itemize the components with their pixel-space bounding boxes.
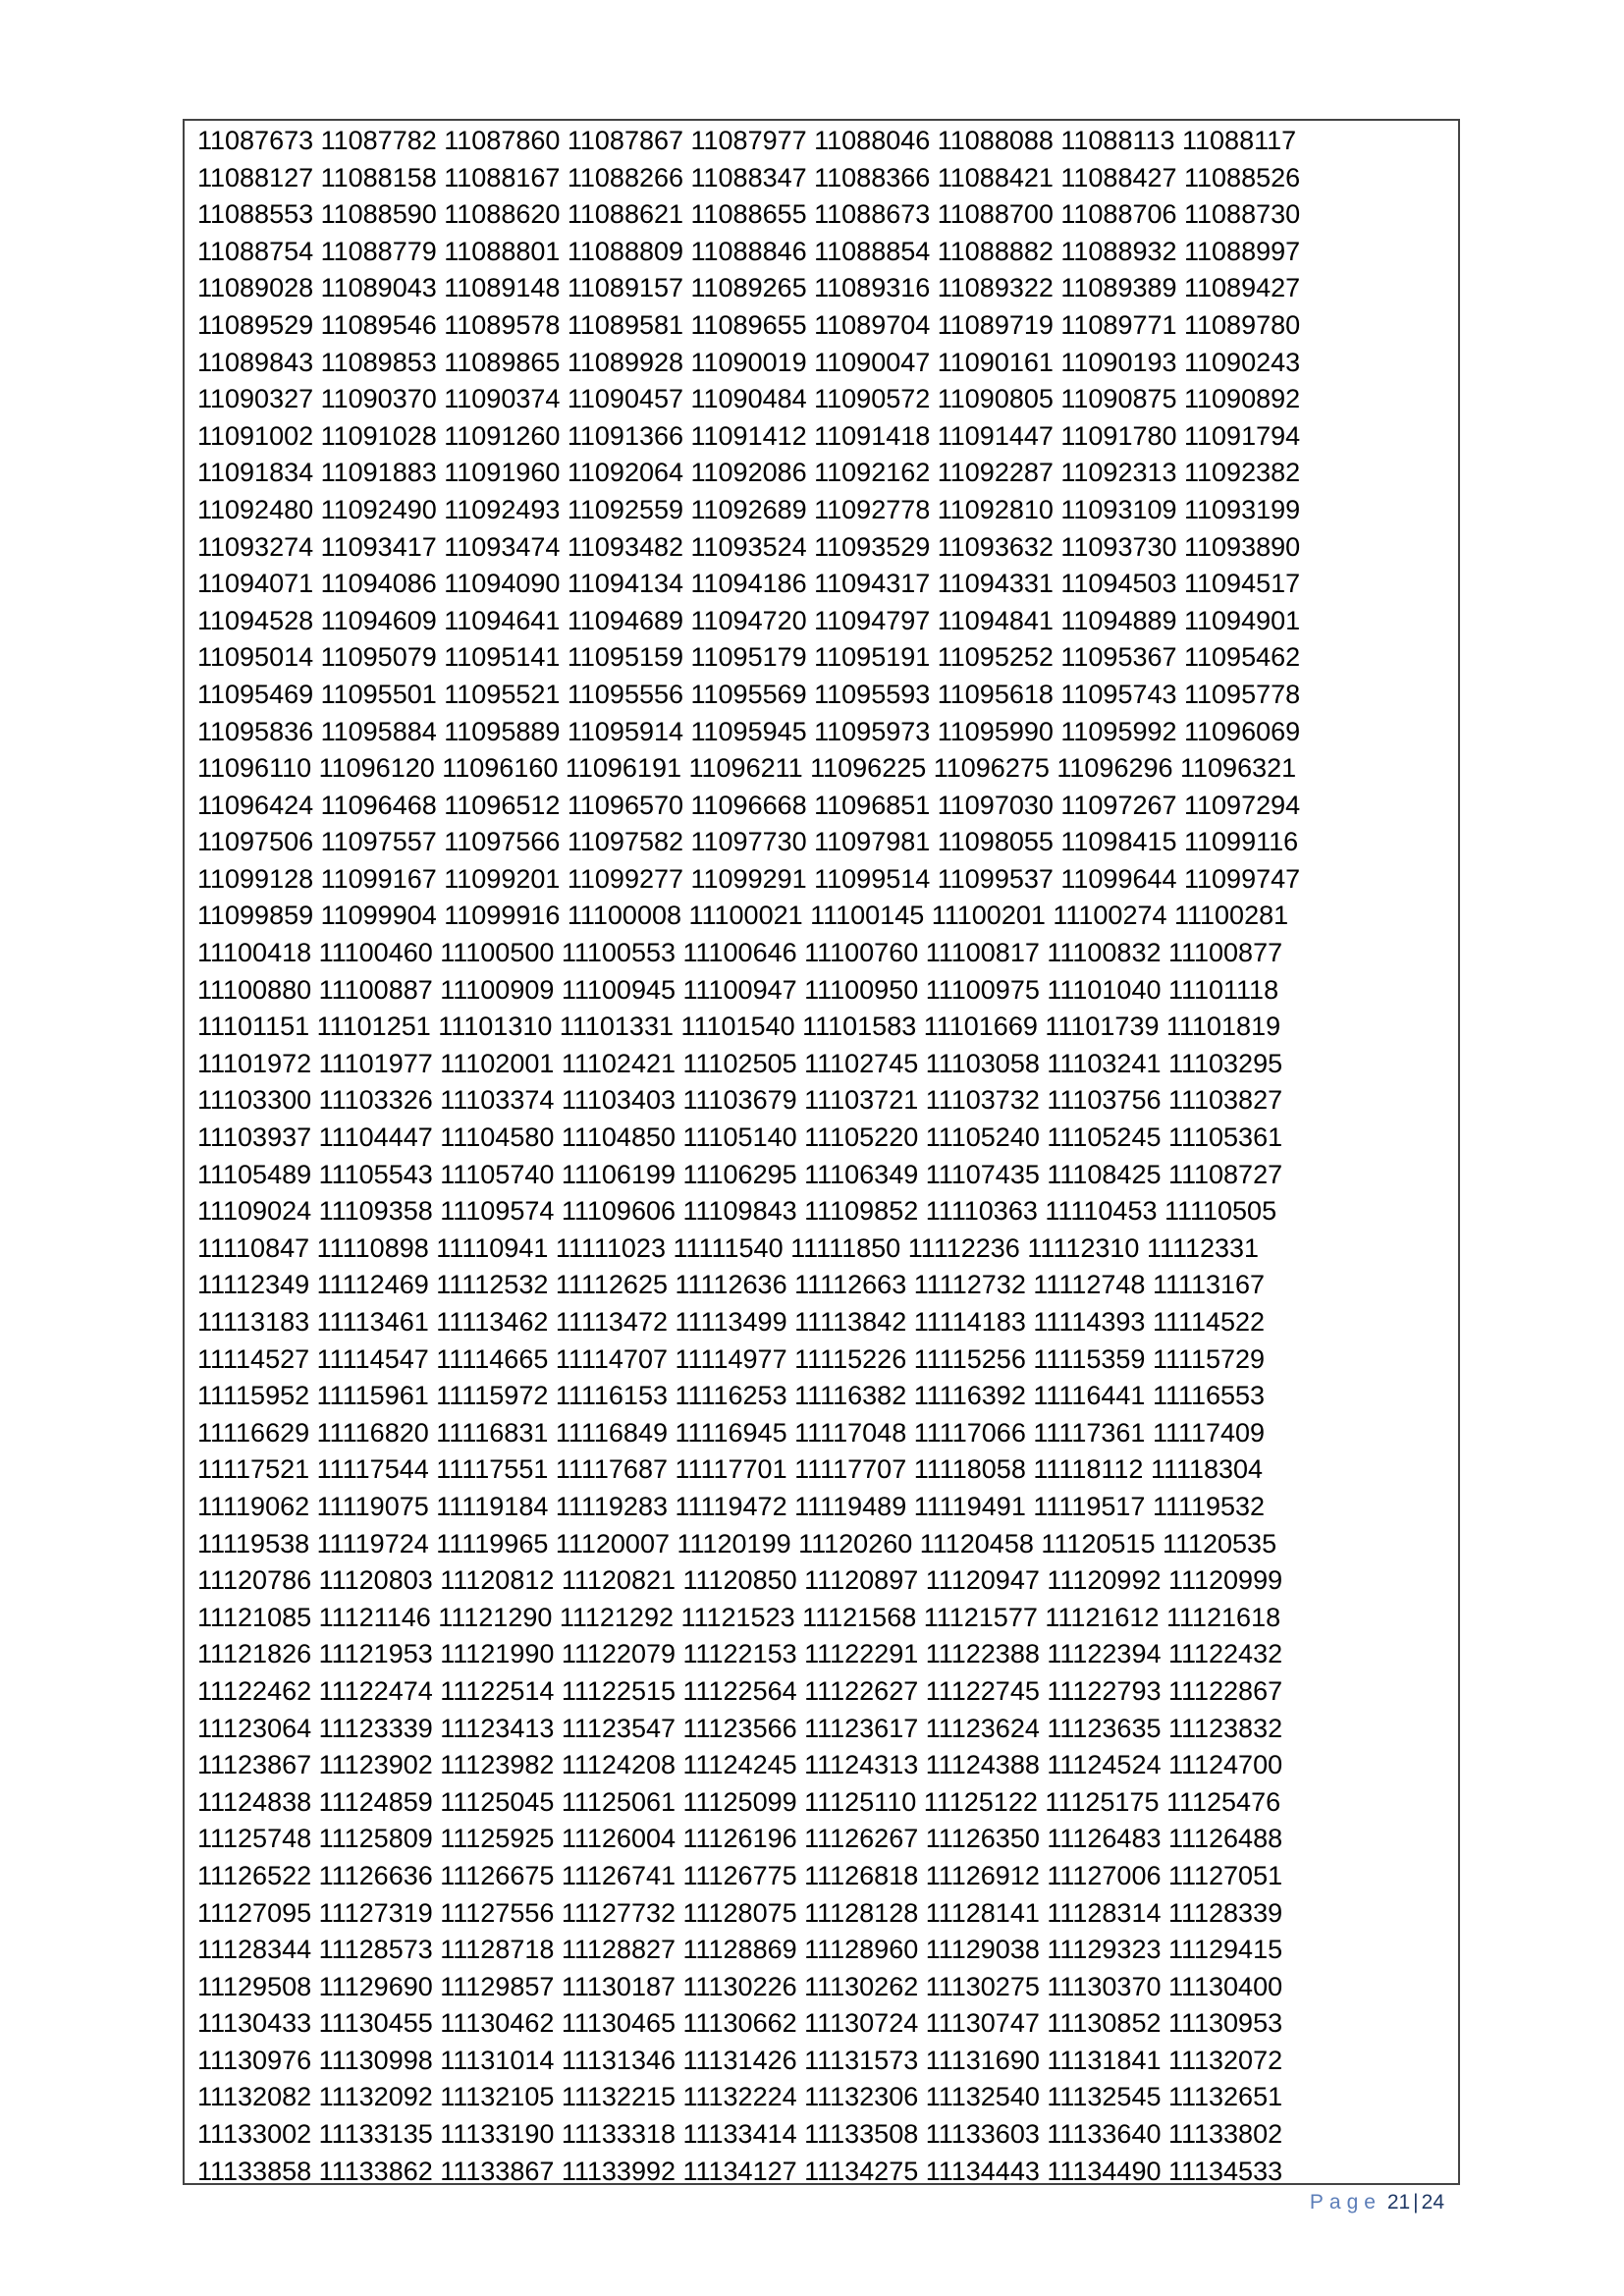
number-row: 11100880 11100887 11100909 11100945 11100947 11100950 11100975 11101040 11101118 [197,974,1279,1005]
number-row: 11096110 11096120 11096160 11096191 11096211 11096225 11096275 11096296 11096321 [197,753,1297,784]
number-row: 11121085 11121146 11121290 11121292 11121523 11121568 11121577 11121612 11121618 [197,1602,1281,1632]
number-row: 11091002 11091028 11091260 11091366 11091412 11091418 11091447 11091780 11091794 [197,420,1301,451]
number-row: 11097506 11097557 11097566 11097582 11097730 11097981 11098055 11098415 11099116 [197,827,1299,857]
number-row: 11128344 11128573 11128718 11128827 11128869 11128960 11129038 11129323 11129415 [197,1935,1283,1965]
number-row: 11099859 11099904 11099916 11100008 11100021 11100145 11100201 11100274 11100281 [197,901,1289,931]
number-row: 11088754 11088779 11088801 11088809 11088846 11088854 11088882 11088932 11088997 [197,236,1301,266]
number-row: 11127095 11127319 11127556 11127732 11128075 11128128 11128141 11128314 11128339 [197,1897,1283,1928]
number-row: 11110847 11110898 11110941 11111023 11111540 11111850 11112236 11112310 11112331 [197,1232,1260,1263]
page-footer [1310,2191,1444,2214]
number-row: 11089529 11089546 11089578 11089581 11089655 11089704 11089719 11089771 11089780 [197,309,1301,340]
number-row: 11114527 11114547 11114665 11114707 11114977 11115226 11115256 11115359 11115729 [197,1343,1266,1374]
number-row: 11123064 11123339 11123413 11123547 11123566 11123617 11123624 11123635 11123832 [197,1713,1283,1743]
number-row: 11119538 11119724 11119965 11120007 11120199 11120260 11120458 11120515 11120535 [197,1528,1277,1558]
number-row: 11117521 11117544 11117551 11117687 11117701 11117707 11118058 11118112 11118304 [197,1454,1264,1485]
page-number: 21 [1386,2191,1411,2214]
page-separator: | [1413,2191,1419,2214]
number-row: 11132082 11132092 11132105 11132215 11132224 11132306 11132540 11132545 11132651 [197,2082,1283,2112]
number-row: 11119062 11119075 11119184 11119283 11119472 11119489 11119491 11119517 11119532 [197,1491,1266,1521]
number-row: 11093274 11093417 11093474 11093482 11093524 11093529 11093632 11093730 11093890 [197,531,1301,562]
number-row: 11103937 11104447 11104580 11104850 11105140 11105220 11105240 11105245 11105361 [197,1122,1283,1153]
number-row: 11096424 11096468 11096512 11096570 11096668 11096851 11097030 11097267 11097294 [197,790,1301,820]
number-row: 11089028 11089043 11089148 11089157 11089265 11089316 11089322 11089389 11089427 [197,273,1301,303]
number-row: 11133002 11133135 11133190 11133318 11133414 11133508 11133603 11133640 11133802 [197,2119,1283,2150]
number-row: 11113183 11113461 11113462 11113472 11113499 11113842 11114183 11114393 11114522 [197,1307,1266,1337]
number-row: 11088553 11088590 11088620 11088621 11088655 11088673 11088700 11088706 11088730 [197,199,1301,230]
page-label: Page [1309,2191,1381,2214]
number-row: 11088127 11088158 11088167 11088266 11088347 11088366 11088421 11088427 11088526 [197,162,1301,192]
number-row: 11090327 11090370 11090374 11090457 11090484 11090572 11090805 11090875 11090892 [197,384,1301,414]
number-row: 11092480 11092490 11092493 11092559 11092689 11092778 11092810 11093109 11093199 [197,494,1301,524]
number-row: 11112349 11112469 11112532 11112625 11112636 11112663 11112732 11112748 11113167 [197,1270,1266,1300]
number-row: 11099128 11099167 11099201 11099277 11099291 11099514 11099537 11099644 11099747 [197,863,1301,894]
number-row: 11100418 11100460 11100500 11100553 11100646 11100760 11100817 11100832 11100877 [197,938,1283,968]
number-list [197,123,1454,2190]
number-row: 11087673 11087782 11087860 11087867 11087977 11088046 11088088 11088113 11088117 [197,126,1297,155]
number-row: 11122462 11122474 11122514 11122515 11122564 11122627 11122745 11122793 11122867 [197,1675,1283,1706]
number-row: 11126522 11126636 11126675 11126741 11126775 11126818 11126912 11127006 11127051 [197,1860,1283,1890]
number-row: 11095836 11095884 11095889 11095914 11095945 11095973 11095990 11095992 11096069 [197,716,1301,746]
number-row: 11105489 11105543 11105740 11106199 11106295 11106349 11107435 11108425 11108727 [197,1159,1283,1189]
number-row: 11109024 11109358 11109574 11109606 11109843 11109852 11110363 11110453 11110505 [197,1196,1277,1227]
number-row: 11124838 11124859 11125045 11125061 11125099 11125110 11125122 11125175 11125476 [197,1786,1281,1817]
number-row: 11121826 11121953 11121990 11122079 11122153 11122291 11122388 11122394 11122432 [197,1639,1283,1669]
number-row: 11120786 11120803 11120812 11120821 11120850 11120897 11120947 11120992 11120999 [197,1565,1283,1596]
number-row: 11133858 11133862 11133867 11133992 11134127 11134275 11134443 11134490 11134533 [197,2156,1283,2186]
number-row: 11095014 11095079 11095141 11095159 11095179 11095191 11095252 11095367 11095462 [197,642,1301,673]
number-row: 11115952 11115961 11115972 11116153 11116253 11116382 11116392 11116441 11116553 [197,1381,1266,1411]
number-row: 11089843 11089853 11089865 11089928 11090019 11090047 11090161 11090193 11090243 [197,347,1301,377]
number-row: 11129508 11129690 11129857 11130187 11130226 11130262 11130275 11130370 11130400 [197,1971,1283,2001]
total-pages: 24 [1421,2191,1444,2214]
number-row: 11094528 11094609 11094641 11094689 11094720 11094797 11094841 11094889 11094901 [197,605,1301,635]
number-row: 11125748 11125809 11125925 11126004 11126196 11126267 11126350 11126483 11126488 [197,1824,1283,1854]
number-row: 11123867 11123902 11123982 11124208 11124245 11124313 11124388 11124524 11124700 [197,1750,1283,1780]
number-row: 11101151 11101251 11101310 11101331 11101540 11101583 11101669 11101739 11101819 [197,1011,1281,1042]
number-row: 11116629 11116820 11116831 11116849 11116945 11117048 11117066 11117361 11117409 [197,1417,1266,1448]
number-row: 11095469 11095501 11095521 11095556 11095569 11095593 11095618 11095743 11095778 [197,679,1301,709]
number-row: 11103300 11103326 11103374 11103403 11103679 11103721 11103732 11103756 11103827 [197,1085,1283,1116]
number-row: 11130433 11130455 11130462 11130465 11130662 11130724 11130747 11130852 11130953 [197,2008,1283,2039]
number-row: 11101972 11101977 11102001 11102421 11102505 11102745 11103058 11103241 11103295 [197,1048,1283,1078]
number-row: 11094071 11094086 11094090 11094134 11094186 11094317 11094331 11094503 11094517 [197,569,1301,599]
number-row: 11130976 11130998 11131014 11131346 11131426 11131573 11131690 11131841 11132072 [197,2045,1283,2075]
number-row: 11091834 11091883 11091960 11092064 11092086 11092162 11092287 11092313 11092382 [197,458,1301,488]
